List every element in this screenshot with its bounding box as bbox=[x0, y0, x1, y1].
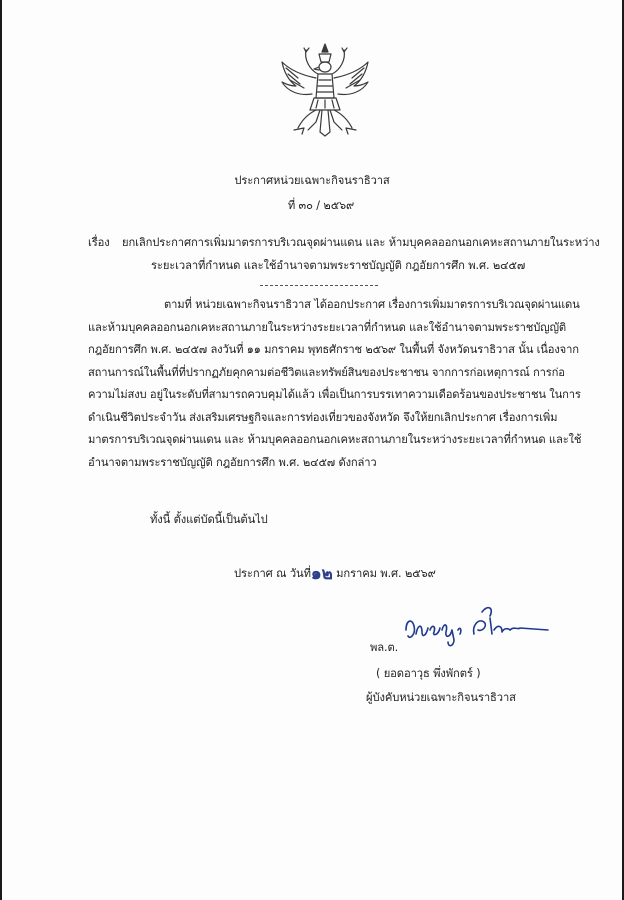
body-paragraph bbox=[88, 294, 582, 474]
subject-label: เรื่อง bbox=[88, 236, 110, 249]
body-line: สถานการณ์ในพื้นที่ที่ปรากฏภัยคุกคามต่อชีวิตและทรัพย์สินของประชาชน จากการก่อเหตุการณ์ การก่อ bbox=[88, 365, 565, 379]
subject-line-2: ระยะเวลาที่กำหนด และใช้อำนาจตามพระราชบัญญัติ กฎอัยการศึก พ.ศ. ๒๔๕๗ bbox=[151, 259, 526, 272]
body-line: ดำเนินชีวิตประจำวัน ส่งเสริมเศรษฐกิจและการท่องเที่ยวของจังหวัด จึงให้ยกเลิกประกาศ เรื่องการเพิ่ม bbox=[88, 410, 558, 424]
garuda-emblem-icon bbox=[278, 42, 372, 138]
announced-day: ๑๒ bbox=[310, 564, 333, 584]
body-line: กฎอัยการศึก พ.ศ. ๒๔๕๗ ลงวันที่ ๑๑ มกราคม พุทธศักราช ๒๕๖๙ ในพื้นที่ จังหวัดนราธิวาส นั้น เนื่องจาก bbox=[88, 343, 579, 356]
body-line: อำนาจตามพระราชบัญญัติ กฎอัยการศึก พ.ศ. ๒๔๕๗ ดังกล่าว bbox=[88, 455, 377, 469]
signatory-rank: พล.ต. bbox=[370, 641, 399, 654]
signatory-position: ผู้บังคับหน่วยเฉพาะกิจนราธิวาส bbox=[366, 691, 516, 704]
signatory-name: ( ยอดอาวุธ พึ่งพักตร์ ) bbox=[376, 667, 481, 680]
document-number: ที่ ๓๐ / ๒๕๖๙ bbox=[287, 199, 355, 212]
announced-suffix: มกราคม พ.ศ. ๒๕๖๙ bbox=[336, 567, 436, 580]
signature-image bbox=[398, 600, 552, 652]
subject-divider bbox=[260, 285, 378, 286]
body-line: และห้ามบุคคลออกนอกเคหะสถานภายในระหว่างระยะเวลาที่กำหนด และใช้อำนาจตามพระราชบัญญัติ bbox=[88, 320, 567, 334]
issuer-title: ประกาศหน่วยเฉพาะกิจนราธิวาส bbox=[234, 174, 390, 187]
body-line: มาตรการบริเวณจุดผ่านแดน และ ห้ามบุคคลออกนอกเคหะสถานภายในระหว่างระยะเวลาที่กำหนด และใช้ bbox=[88, 433, 582, 446]
subject-line-1: ยกเลิกประกาศการเพิ่มมาตรการบริเวณจุดผ่านแดน และ ห้ามบุคคลออกนอกเคหะสถานภายในระหว่าง bbox=[122, 236, 600, 249]
body-line: ตามที่ หน่วยเฉพาะกิจนราธิวาส ได้ออกประกาศ เรื่องการเพิ่มมาตรการบริเวณจุดผ่านแดน bbox=[164, 298, 580, 311]
effective-line: ทั้งนี้ ตั้งแต่บัดนี้เป็นต้นไป bbox=[150, 513, 268, 526]
announcement-date bbox=[234, 564, 436, 584]
body-line: ความไม่สงบ อยู่ในระดับที่สามารถควบคุมได้แล้ว เพื่อเป็นการบรรเทาความเดือดร้อนของประชาชน ในการ bbox=[88, 388, 581, 401]
announced-prefix: ประกาศ ณ วันที่ bbox=[234, 567, 311, 580]
